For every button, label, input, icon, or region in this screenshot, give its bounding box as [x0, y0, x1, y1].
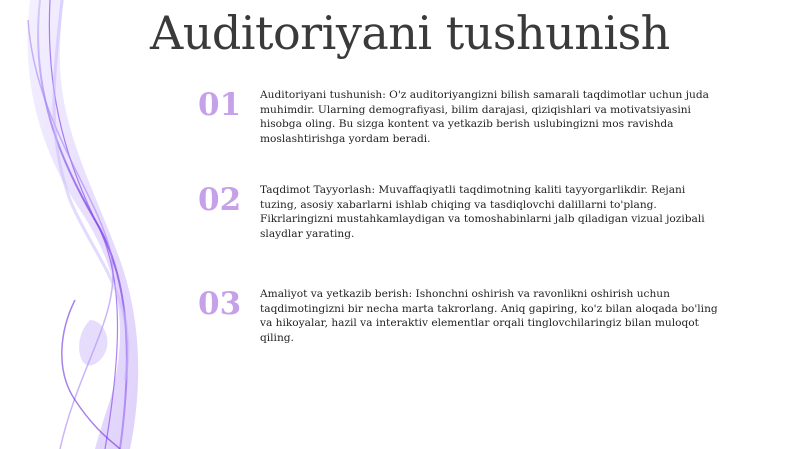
page-title: Auditoriyani tushunish — [150, 6, 670, 60]
purple-silk-wave-icon — [0, 0, 170, 449]
item-text: Taqdimot Tayyorlash: Muvaffaqiyatli taqdimotning kaliti tayyorgarlikdir. Rejani tuzing, asosiy xabarlarni ishlab chiqing va tasdiqlovchi dalillarni to'plang. Fikrlaringizni mustahkamlaydigan va tomoshabinlarni jalb qiladigan vizual jozibali slaydlar yarating. — [260, 184, 705, 240]
item-number: 01 — [198, 87, 242, 123]
item-text: Auditoriyani tushunish: O'z auditoriyangizni bilish samarali taqdimotlar uchun juda muhimdir. Ularning demografiyasi, bilim darajasi, qiziqishlari va motivatsiyasini hisobga oling. Bu sizga kontent va yetkazib berish uslubingizni mos ravishda moslashtirishga yordam beradi. — [260, 89, 709, 145]
item-text: Amaliyot va yetkazib berish: Ishonchni oshirish va ravonlikni oshirish uchun taqdimotingizni bir necha marta takrorlang. Aniq gapiring, ko'z bilan aloqada bo'ling va hikoyalar, hazil va interaktiv elementlar orqali tinglovchilaringiz bilan muloqot qiling. — [260, 288, 718, 344]
item-number: 03 — [198, 286, 242, 322]
item-number: 02 — [198, 182, 242, 218]
